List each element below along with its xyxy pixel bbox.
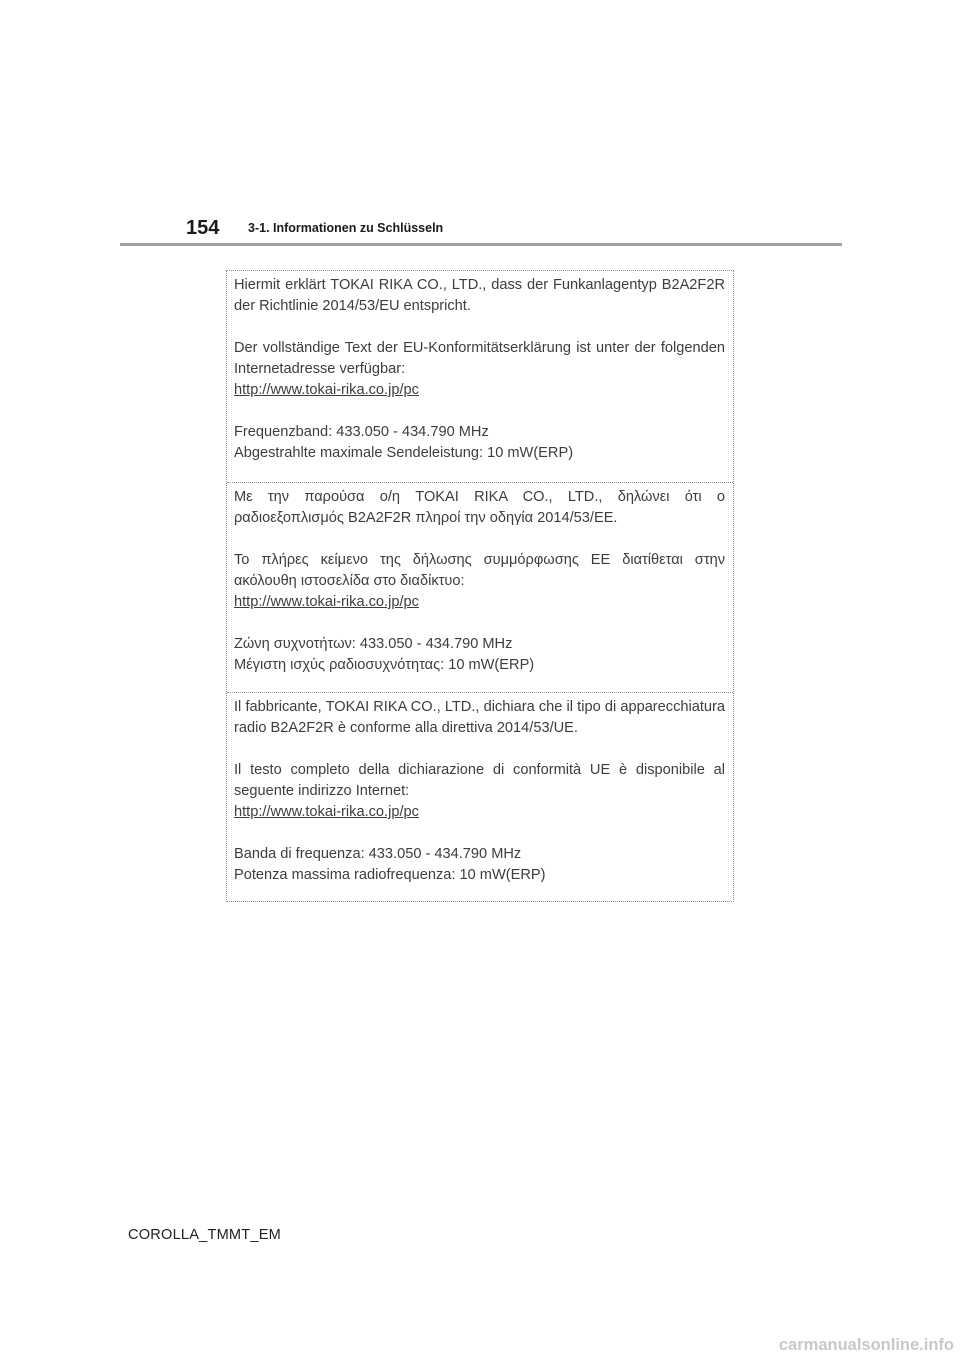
specs [234,634,725,676]
declaration-link[interactable]: http://www.tokai-rika.co.jp/pc [234,594,419,610]
section-title: 3-1. Informationen zu Schlüsseln [248,221,444,235]
specs [234,844,725,886]
declaration-link[interactable]: http://www.tokai-rika.co.jp/pc [234,804,419,820]
specs [234,422,725,464]
declaration-block-german [227,271,733,482]
site-watermark: carmanualsonline.info [778,1336,954,1354]
declaration-text: Με την παρούσα ο/η TOKAI RIKA CO., LTD., δηλώνει ότι ο ραδιοεξοπλισμός B2A2F2R πληροί την οδηγία 2014/53/ΕΕ. [234,489,725,526]
availability-text [234,760,725,823]
header-divider [120,243,842,246]
document-code: COROLLA_TMMT_EM [128,1227,282,1243]
frequency-band: Ζώνη συχνοτήτων: 433.050 - 434.790 MHz [234,636,513,652]
availability-statement: Το πλήρες κείμενο της δήλωσης συμμόρφωσης ΕΕ διατίθεται στην ακόλουθη ιστοσελίδα στο διαδίκτυο: [234,552,725,589]
page-number: 154 [186,217,220,239]
availability-statement: Il testo completo della dichiarazione di conformità UE è disponibile al seguente indirizzo Internet: [234,762,725,799]
declaration-block-italian [227,692,733,903]
availability-text [234,550,725,613]
availability-text [234,338,725,401]
frequency-band: Banda di frequenza: 433.050 - 434.790 MHz [234,846,522,862]
declaration-block-greek [227,482,733,692]
max-power: Potenza massima radiofrequenza: 10 mW(ERP) [234,867,546,883]
max-power: Μέγιστη ισχύς ραδιοσυχνότητας: 10 mW(ERP) [234,657,535,673]
declaration-link[interactable]: http://www.tokai-rika.co.jp/pc [234,382,419,398]
availability-statement: Der vollständige Text der EU-Konformitätserklärung ist unter der folgenden Internetadresse verfügbar: [234,340,725,377]
max-power: Abgestrahlte maximale Sendeleistung: 10 mW(ERP) [234,445,574,461]
frequency-band: Frequenzband: 433.050 - 434.790 MHz [234,424,489,440]
declaration-text: Il fabbricante, TOKAI RIKA CO., LTD., dichiara che il tipo di apparecchiatura radio B2A2F2R è conforme alla direttiva 2014/53/UE. [234,699,725,736]
declaration-text: Hiermit erklärt TOKAI RIKA CO., LTD., dass der Funkanlagentyp B2A2F2R der Richtlinie 2014/53/EU entspricht. [234,277,725,314]
declaration-frame [226,270,734,902]
